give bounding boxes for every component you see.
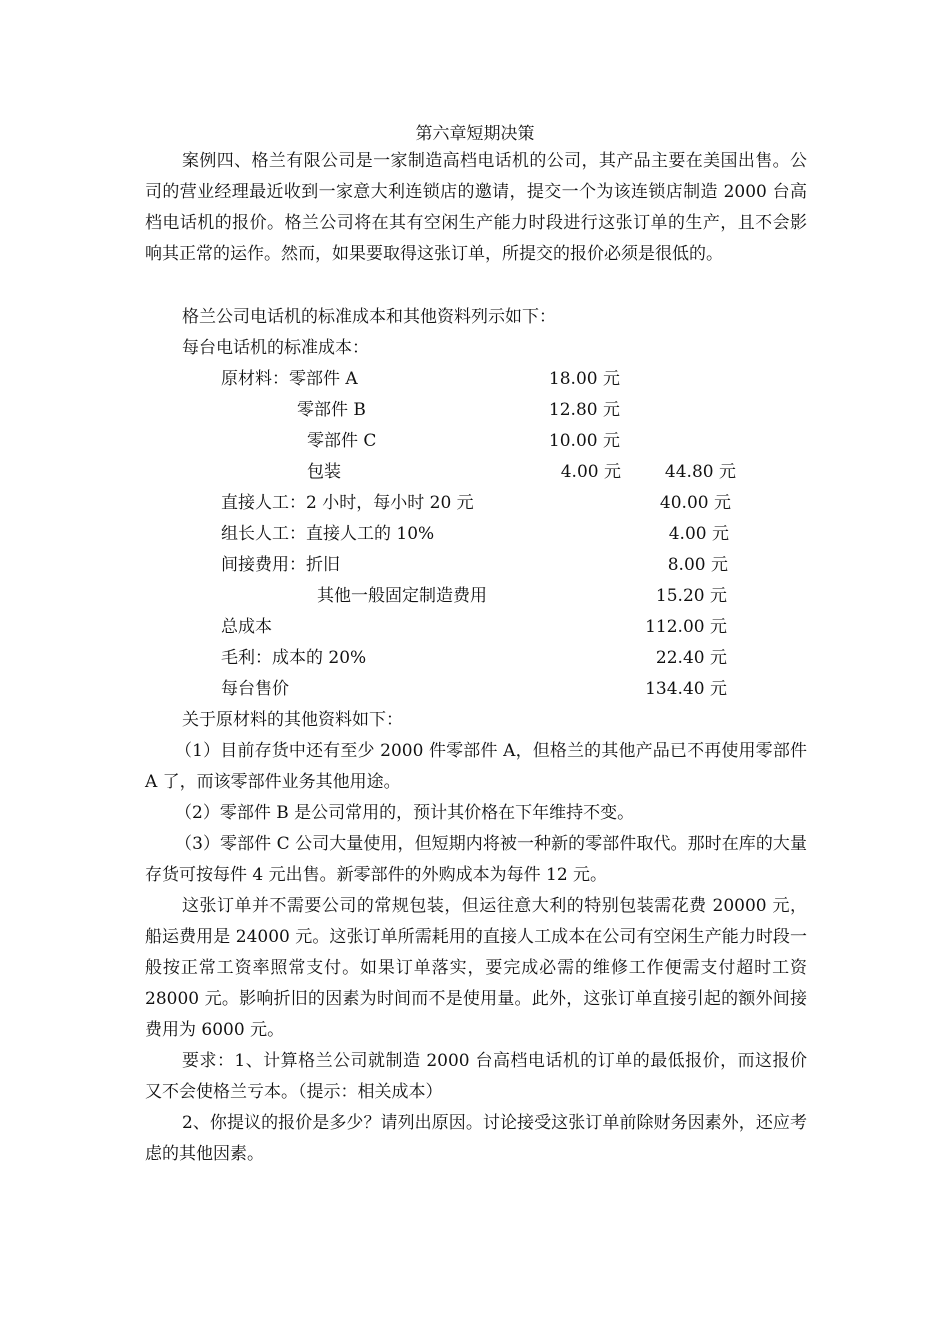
chapter-title: 第六章短期决策 [415,124,535,144]
cost-row-label: 每台售价 [221,679,289,699]
cost-row-total: 134.40 元 [645,679,727,699]
cost-row-label: 零部件 B [297,400,366,420]
cost-row-label: 毛利：成本的 20% [221,648,367,668]
requirement-2: 2、你提议的报价是多少？请列出原因。讨论接受这张订单前除财务因素外，还应考虑的其他因素。 [145,1113,807,1164]
cost-row-label: 零部件 C [307,431,377,451]
cost-row-label: 间接费用：折旧 [221,555,340,575]
cost-row-label: 原材料：零部件 A [221,369,358,389]
cost-row-value: 10.00 元 [548,431,620,451]
cost-row-label: 其他一般固定制造费用 [317,586,487,606]
standard-cost-heading: 每台电话机的标准成本： [182,338,369,358]
cost-row-label: 直接人工：2 小时，每小时 20 元 [221,493,474,513]
cost-row-label: 组长人工：直接人工的 10% [221,524,435,544]
note-2: （2）零部件 B 是公司常用的，预计其价格在下年维持不变。 [175,803,635,823]
cost-row-total: 44.80 元 [664,462,736,482]
cost-row-label: 总成本 [221,617,272,637]
materials-heading: 关于原材料的其他资料如下： [182,710,403,730]
cost-row-value: 4.00 元 [560,462,621,482]
case-intro-paragraph: 案例四、格兰有限公司是一家制造高档电话机的公司，其产品主要在美国出售。公司的营业经理最近收到一家意大利连锁店的邀请，提交一个为该连锁店制造 2000 台高档电话机的报价。格兰公司将在其有空闲生产能力时段进行这张订单的生产，且不会影响其正常的运作。然而，如果要取得这张订单，所提交的报价必须是很低的。 [145,151,807,264]
cost-row-value: 18.00 元 [548,369,620,389]
requirement-1: 要求：1、计算格兰公司就制造 2000 台高档电话机的订单的最低报价，而这报价又不会使格兰亏本。（提示：相关成本） [145,1051,807,1102]
cost-intro-line: 格兰公司电话机的标准成本和其他资料列示如下： [182,307,556,327]
order-details-paragraph: 这张订单并不需要公司的常规包装，但运往意大利的特别包装需花费 20000 元，船运费用是 24000 元。这张订单所需耗用的直接人工成本在公司有空闲生产能力时段一般按正常工资率照常支付。如果订单落实，要完成必需的维修工作便需支付超时工资 28000 元。影响折旧的因素为时间而不是使用量。此外，这张订单直接引起的额外间接费用为 6000 元。 [145,896,807,1040]
note-3: （3）零部件 C 公司大量使用，但短期内将被一种新的零部件取代。那时在库的大量存货可按每件 4 元出售。新零部件的外购成本为每件 12 元。 [145,834,807,885]
cost-row-total: 4.00 元 [668,524,729,544]
cost-row-total: 40.00 元 [659,493,731,513]
cost-row-label: 包装 [307,462,341,482]
cost-row-total: 112.00 元 [645,617,727,637]
cost-row-total: 15.20 元 [655,586,727,606]
cost-row-total: 22.40 元 [655,648,727,668]
note-1: （1）目前存货中还有至少 2000 件零部件 A，但格兰的其他产品已不再使用零部件 A 了，而该零部件业务其他用途。 [145,741,807,792]
cost-row-value: 12.80 元 [548,400,620,420]
cost-row-total: 8.00 元 [667,555,728,575]
